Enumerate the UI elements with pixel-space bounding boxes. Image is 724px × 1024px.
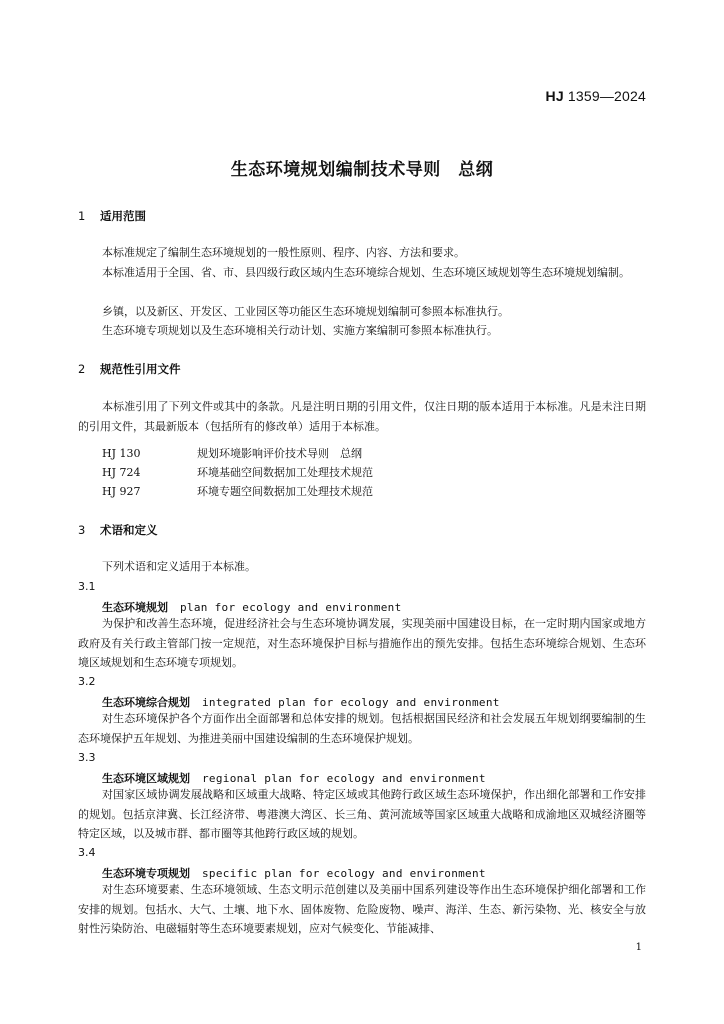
term-en: integrated plan for ecology and environment [202,696,500,709]
term-definition: 对国家区域协调发展战略和区域重大战略、特定区域或其他跨行政区域生态环境保护，作出细化部署和工作安排的规划。包括京津冀、长江经济带、粤港澳大湾区、长三角、黄河流域等国家区域重大战略和成渝地区双城经济圈等特定区域，以及城市群、都市圈等其他跨行政区域的规划。 [78,788,646,840]
term-en: regional plan for ecology and environment [202,772,486,785]
reference-code: HJ 724 [102,466,141,479]
term-zh: 生态环境专项规划 [102,867,190,880]
term-en: plan for ecology and environment [180,601,402,614]
term-title [102,770,486,786]
section-title: 术语和定义 [100,523,158,537]
paragraph: 本标准规定了编制生态环境规划的一般性原则、程序、内容、方法和要求。 [102,246,465,259]
standard-code [546,88,646,104]
term-zh: 生态环境规划 [102,601,168,614]
reference-code: HJ 927 [102,485,141,498]
term-number: 3.4 [78,846,96,859]
paragraph: 生态环境专项规划以及生态环境相关行动计划、实施方案编制可参照本标准执行。 [102,324,498,337]
paragraph: 本标准适用于全国、省、市、县四级行政区域内生态环境综合规划、生态环境区域规划等生态环境规划编制。 [102,266,630,279]
section-title: 规范性引用文件 [100,362,181,376]
reference-name: 环境基础空间数据加工处理技术规范 [197,466,373,479]
term-en: specific plan for ecology and environment [202,867,486,880]
reference-code: HJ 130 [102,447,141,460]
reference-name: 规划环境影响评价技术导则 总纲 [197,447,362,460]
standard-prefix: HJ [545,88,564,104]
section-number: 1 [78,209,86,223]
term-definition: 对生态环境保护各个方面作出全面部署和总体安排的规划。包括根据国民经济和社会发展五年规划纲要编制的生态环境保护五年规划、为推进美丽中国建设编制的生态环境保护规划。 [78,712,646,745]
standard-number: 1359—2024 [567,88,646,104]
section-number: 2 [78,362,86,376]
reference-row [102,463,373,483]
page-number: 1 [635,942,642,953]
section-number: 3 [78,523,86,537]
section-1-heading [78,208,146,224]
reference-row [102,482,373,502]
reference-name: 环境专题空间数据加工处理技术规范 [197,485,373,498]
term-number: 3.2 [78,675,96,688]
term-definition: 为保护和改善生态环境，促进经济社会与生态环境协调发展，实现美丽中国建设目标，在一定时期内国家或地方政府及有关行政主管部门按一定规范，对生态环境保护目标与措施作出的预先安排。包括生态环境综合规划、生态环境区域规划和生态环境专项规划。 [78,617,646,669]
term-title [102,865,486,881]
section-2-heading [78,361,181,377]
paragraph: 本标准引用了下列文件或其中的条款。凡是注明日期的引用文件，仅注日期的版本适用于本标准。凡是未注日期的引用文件，其最新版本（包括所有的修改单）适用于本标准。 [78,400,646,433]
paragraph: 下列术语和定义适用于本标准。 [102,560,256,573]
term-definition: 对生态环境要素、生态环境领域、生态文明示范创建以及美丽中国系列建设等作出生态环境保护细化部署和工作安排的规划。包括水、大气、土壤、地下水、固体废物、危险废物、噪声、海洋、生态、新污染物、光、核安全与放射性污染防治、电磁辐射等生态环境要素规划，应对气候变化、节能减排、 [78,883,646,935]
term-zh: 生态环境综合规划 [102,696,190,709]
document-title: 生态环境规划编制技术导则 总纲 [230,160,494,180]
term-number: 3.1 [78,580,96,593]
reference-row [102,444,362,464]
term-number: 3.3 [78,751,96,764]
paragraph: 乡镇，以及新区、开发区、工业园区等功能区生态环境规划编制可参照本标准执行。 [102,305,509,318]
term-title [102,694,500,710]
term-title [102,599,402,615]
section-title: 适用范围 [100,209,146,223]
section-3-heading [78,522,158,538]
term-zh: 生态环境区域规划 [102,772,190,785]
